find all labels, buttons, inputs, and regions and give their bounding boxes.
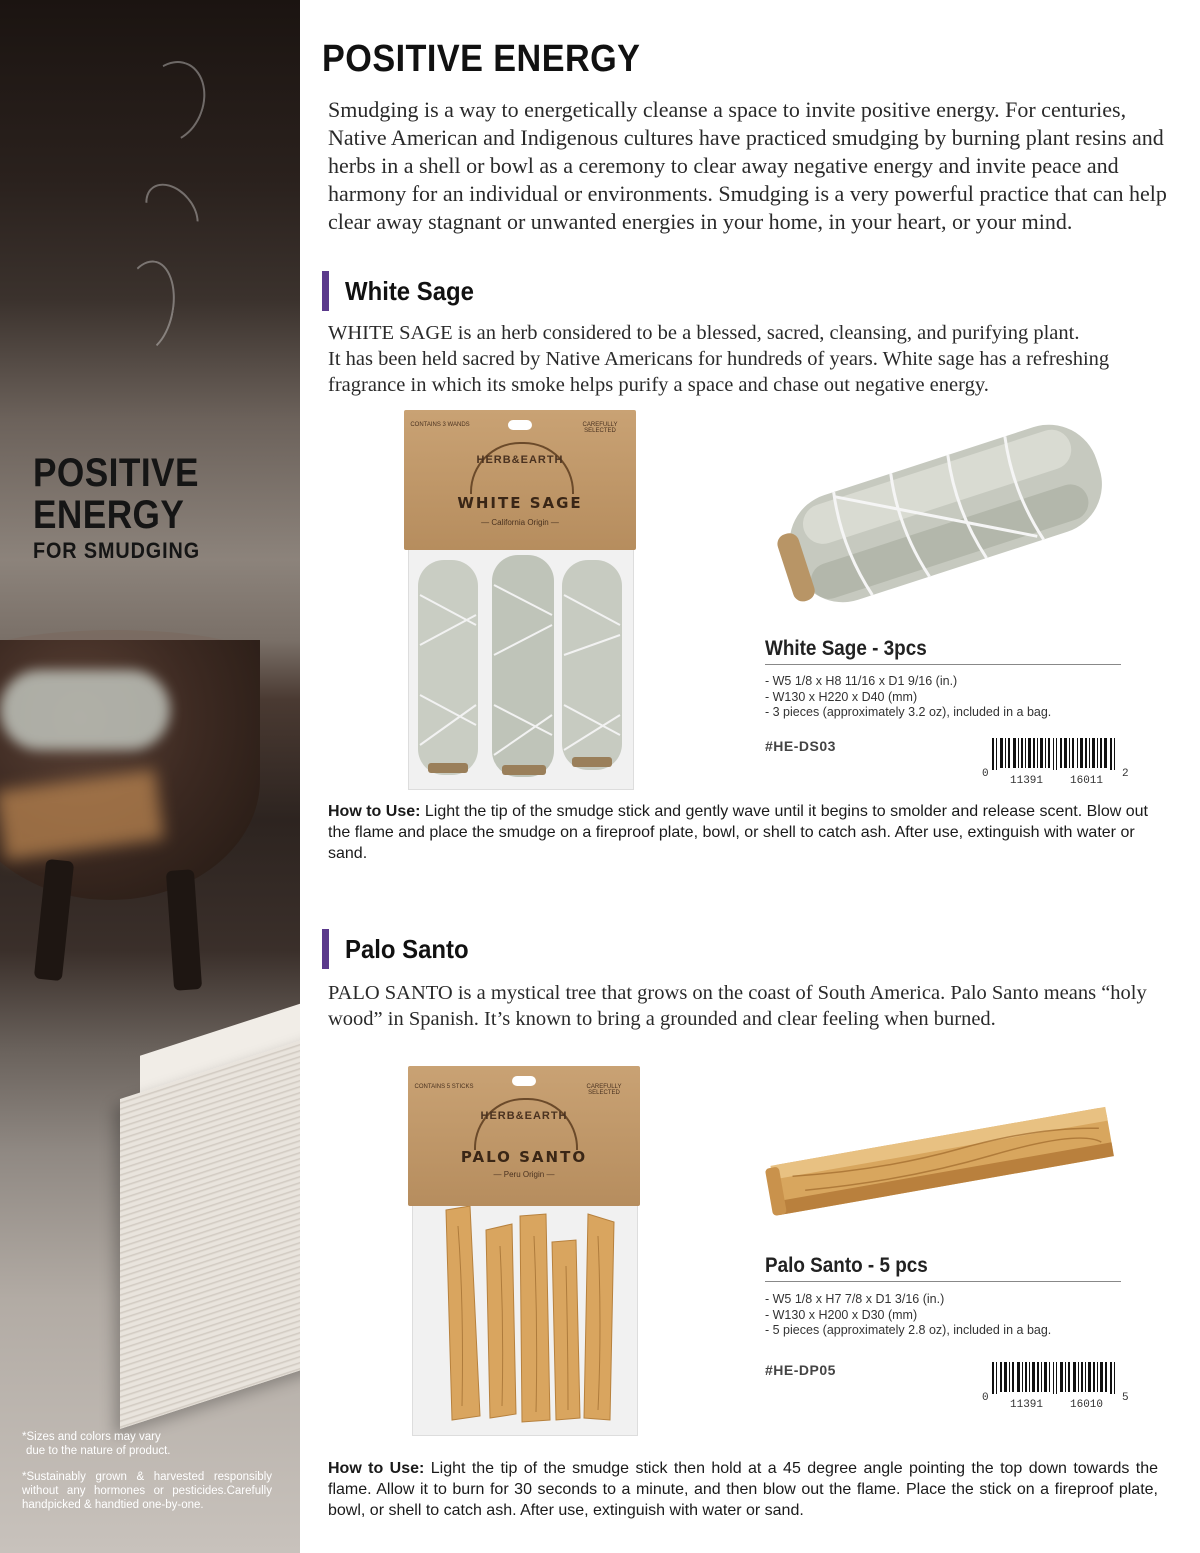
palo-santo-package-image	[408, 1066, 640, 1436]
side-banner	[0, 0, 300, 1553]
package-left-tag: CONTAINS 5 STICKS	[414, 1084, 474, 1090]
barcode-first-digit: 0	[982, 1392, 989, 1404]
barcode-first-digit: 0	[982, 768, 989, 780]
banner-subtitle: FOR SMUDGING	[33, 538, 201, 563]
sage-bundles-illustration	[414, 555, 626, 785]
white-sage-bundle-image	[766, 405, 1116, 625]
package-right-tag: CAREFULLY SELECTED	[586, 1084, 622, 1096]
how-to-use-text: Light the tip of the smudge stick then hold at a 45 degree angle pointing the top down towards the flame. Allow it to burn for 30 seconds to a minute, and then blow out the flame. Place the stick on a fireproof plate, bowl, or shell to catch ash. After use, extinguish with water or sand.	[328, 1460, 1159, 1519]
barcode-left-digits: 11391	[1010, 1399, 1044, 1411]
white-sage-spec-mm: - W130 x H220 x D40 (mm)	[765, 689, 918, 704]
barcode-bars	[992, 738, 1118, 770]
size-footnote	[22, 1430, 272, 1458]
white-sage-spec-inches: - W5 1/8 x H8 11/16 x D1 9/16 (in.)	[765, 674, 958, 688]
palo-santo-product-name-text: Palo Santo - 5 pcs	[765, 1254, 928, 1277]
palo-santo-stick-image	[762, 1090, 1122, 1230]
hang-hole	[512, 1076, 536, 1086]
page-title: POSITIVE ENERGY	[322, 38, 641, 80]
smoke-wisp	[128, 52, 217, 153]
palo-santo-heading	[322, 929, 479, 969]
size-footnote-line1: *Sizes and colors may vary	[22, 1431, 161, 1443]
palo-santo-spec-mm: - W130 x H200 x D30 (mm)	[765, 1307, 918, 1322]
white-sage-desc-line2: It has been held sacred by Native Americans for hundreds of years. White sage has a refreshing fragrance in which its smoke helps purify a space and chase out negative energy.	[328, 348, 1110, 396]
palo-santo-how-to-use	[328, 1458, 1158, 1521]
package-product-name: WHITE SAGE	[457, 494, 583, 512]
palo-santo-description: PALO SANTO is a mystical tree that grows on the coast of South America. Palo Santo means “holy wood” in Spanish. It’s known to bring a grounded and clear feeling when burned.	[328, 982, 1147, 1030]
smoke-wisp	[112, 256, 182, 358]
palo-santo-title: Palo Santo	[345, 933, 469, 964]
how-to-use-label: How to Use:	[328, 803, 421, 820]
white-sage-sku: #HE-DS03	[765, 738, 836, 754]
white-sage-spec-quantity: - 3 pieces (approximately 3.2 oz), included in a bag.	[765, 705, 1052, 719]
white-sage-heading	[322, 271, 485, 311]
package-origin: — Peru Origin —	[493, 1170, 555, 1179]
package-origin: — California Origin —	[481, 518, 559, 527]
palo-santo-sku: #HE-DP05	[765, 1362, 836, 1378]
smoke-wisp	[135, 173, 210, 250]
palo-santo-spec-quantity: - 5 pieces (approximately 2.8 oz), included in a bag.	[765, 1323, 1052, 1337]
sage-bundle-photo	[0, 670, 170, 750]
white-sage-package-image	[404, 410, 636, 790]
palo-santo-barcode	[982, 1362, 1128, 1410]
package-brand: HERB&EARTH	[480, 1110, 568, 1122]
white-sage-title: White Sage	[345, 275, 474, 306]
barcode-right-digits: 16010	[1070, 1399, 1104, 1411]
how-to-use-text: Light the tip of the smudge stick and gently wave until it begins to smolder and release scent. Blow out the flame and place the smudge on a fireproof plate, bowl, or shell to catch ash. After use, extinguish with water or sand.	[328, 803, 1148, 862]
bowl-leg	[166, 869, 202, 991]
barcode-last-digit: 2	[1122, 768, 1129, 780]
white-sage-product-name-text: White Sage - 3pcs	[765, 637, 927, 660]
size-footnote-line2: due to the nature of product.	[26, 1445, 171, 1457]
package-product-name: PALO SANTO	[460, 1148, 588, 1166]
barcode-right-digits: 16011	[1070, 775, 1104, 787]
white-sage-description	[328, 320, 1178, 398]
palo-santo-spec-inches: - W5 1/8 x H7 7/8 x D1 3/16 (in.)	[765, 1292, 945, 1306]
palo-santo-sticks-illustration	[428, 1206, 624, 1428]
main-content	[300, 0, 1200, 1553]
banner-title-line2: ENERGY	[33, 493, 185, 537]
white-sage-desc-line1: WHITE SAGE is an herb considered to be a blessed, sacred, cleansing, and purifying plant.	[328, 322, 1080, 344]
barcode-bars	[992, 1362, 1118, 1394]
accent-bar	[322, 929, 329, 969]
package-right-tag: CAREFULLY SELECTED	[582, 422, 618, 434]
sustainability-footnote: *Sustainably grown & harvested responsibly without any hormones or pesticides.Carefully handpicked & handtied one-by-one.	[22, 1471, 272, 1511]
palo-santo-specs	[765, 1292, 1051, 1339]
intro-paragraph: Smudging is a way to energetically cleanse a space to invite positive energy. For centuries, Native American and Indigenous cultures have practiced smudging by burning plant resins and herbs in a shell or bowl as a ceremony to clear away negative energy and invite peace and harmony for an individual or environments. Smudging is a very powerful practice that can help clear away stagnant or unwanted energies in your home, in your heart, or your mind.	[328, 97, 1167, 234]
package-brand: HERB&EARTH	[476, 454, 564, 466]
package-left-tag: CONTAINS 3 WANDS	[410, 422, 470, 428]
palo-santo-product-name	[765, 1254, 1121, 1282]
white-sage-product-name	[765, 637, 1121, 665]
banner-title	[33, 452, 222, 564]
white-sage-how-to-use	[328, 801, 1158, 864]
white-sage-barcode	[982, 738, 1128, 786]
white-sage-specs	[765, 674, 1051, 721]
how-to-use-label: How to Use:	[328, 1460, 425, 1477]
banner-title-line1: POSITIVE	[33, 451, 199, 495]
barcode-left-digits: 11391	[1010, 775, 1044, 787]
accent-bar	[322, 271, 329, 311]
barcode-last-digit: 5	[1122, 1392, 1129, 1404]
hang-hole	[508, 420, 532, 430]
